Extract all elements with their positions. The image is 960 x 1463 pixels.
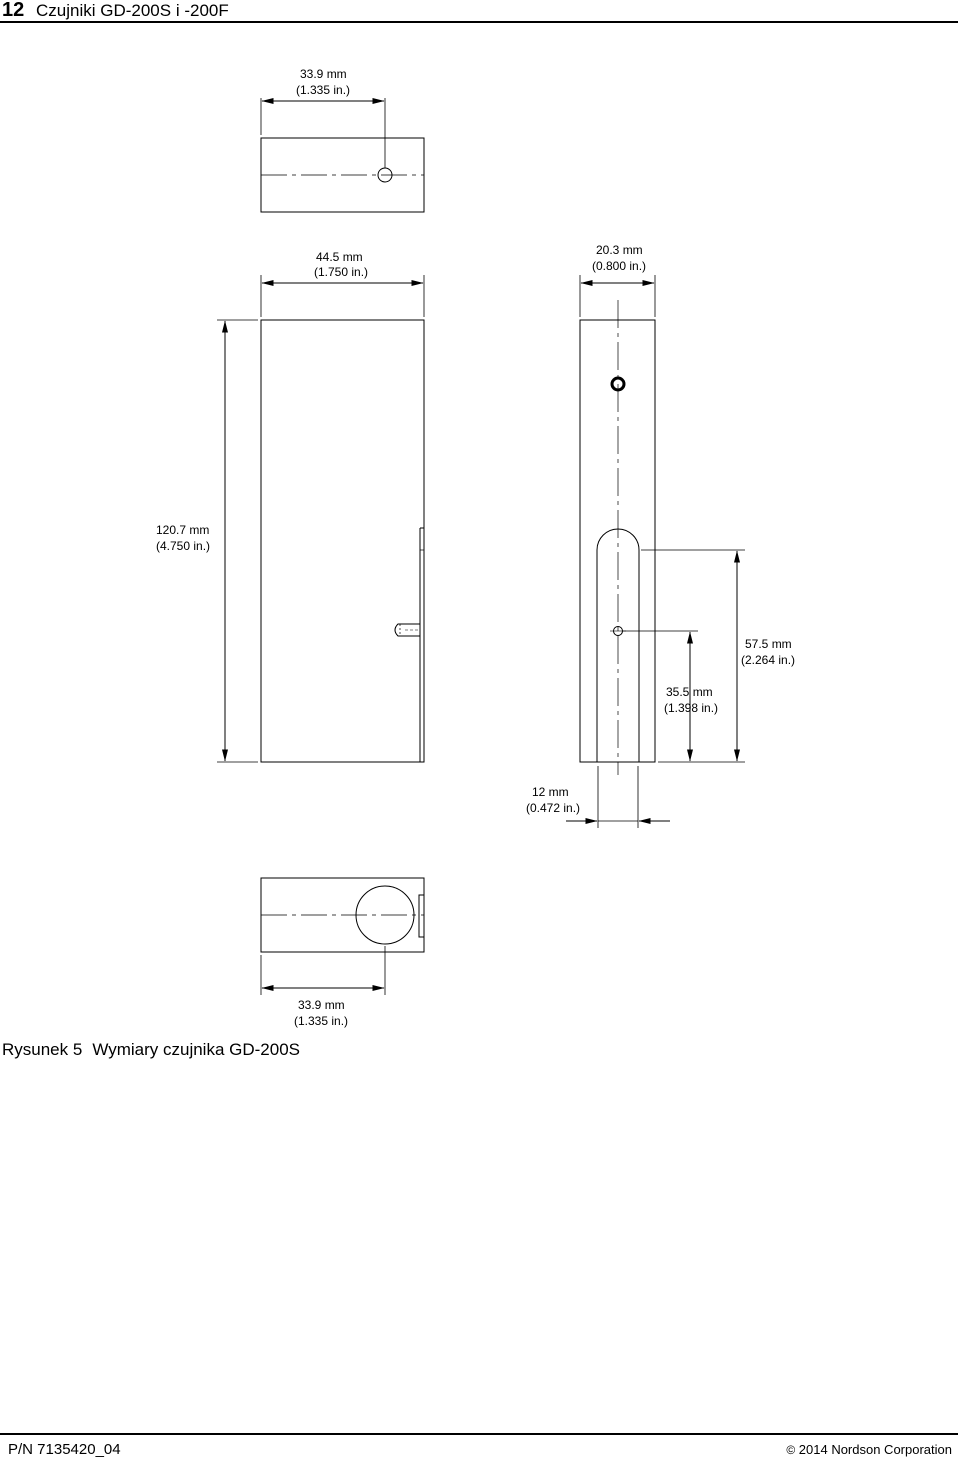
dim-label-side-width-in: (0.800 in.) [592, 259, 647, 273]
copyright-text: 2014 Nordson Corporation [798, 1442, 952, 1457]
chapter-title: Czujniki GD-200S i -200F [36, 1, 229, 20]
bottom-view [261, 878, 424, 995]
dim-label-bottom-width-in: (1.335 in.) [294, 1014, 349, 1028]
dim-label-height-in: (4.750 in.) [156, 539, 211, 553]
dim-label-top-width-mm: 33.9 mm [300, 67, 347, 81]
dim-label-hole-height-in: (1.398 in.) [664, 701, 719, 715]
dim-label-front-width-mm: 44.5 mm [316, 250, 363, 264]
dim-label-hole-offset-mm: 12 mm [532, 785, 569, 799]
dim-label-hole-height-mm: 35.5 mm [666, 685, 713, 699]
part-number: P/N 7135420_04 [8, 1441, 121, 1458]
figure-caption-text: Wymiary czujnika GD-200S [92, 1040, 301, 1059]
copyright [786, 1442, 952, 1457]
bottom-view-tab [419, 895, 424, 937]
side-view [566, 275, 745, 828]
figure-label: Rysunek 5 [2, 1040, 83, 1059]
front-view [217, 275, 424, 762]
front-view-outline [261, 320, 424, 762]
dim-label-front-width-in: (1.750 in.) [314, 265, 369, 279]
dim-label-slot-height-mm: 57.5 mm [745, 637, 792, 651]
dim-label-hole-offset-in: (0.472 in.) [526, 801, 581, 815]
dim-label-slot-height-in: (2.264 in.) [741, 653, 796, 667]
figure-caption [2, 1040, 300, 1060]
footer-rule [0, 1433, 958, 1435]
side-view-outline [580, 320, 655, 762]
copyright-symbol: © [786, 1443, 796, 1457]
top-view [261, 98, 424, 212]
page-number: 12 [2, 0, 25, 21]
dim-label-side-width-mm: 20.3 mm [596, 243, 643, 257]
dim-label-top-width-in: (1.335 in.) [296, 83, 351, 97]
dim-label-bottom-width-mm: 33.9 mm [298, 998, 345, 1012]
dim-label-height-mm: 120.7 mm [156, 523, 210, 537]
